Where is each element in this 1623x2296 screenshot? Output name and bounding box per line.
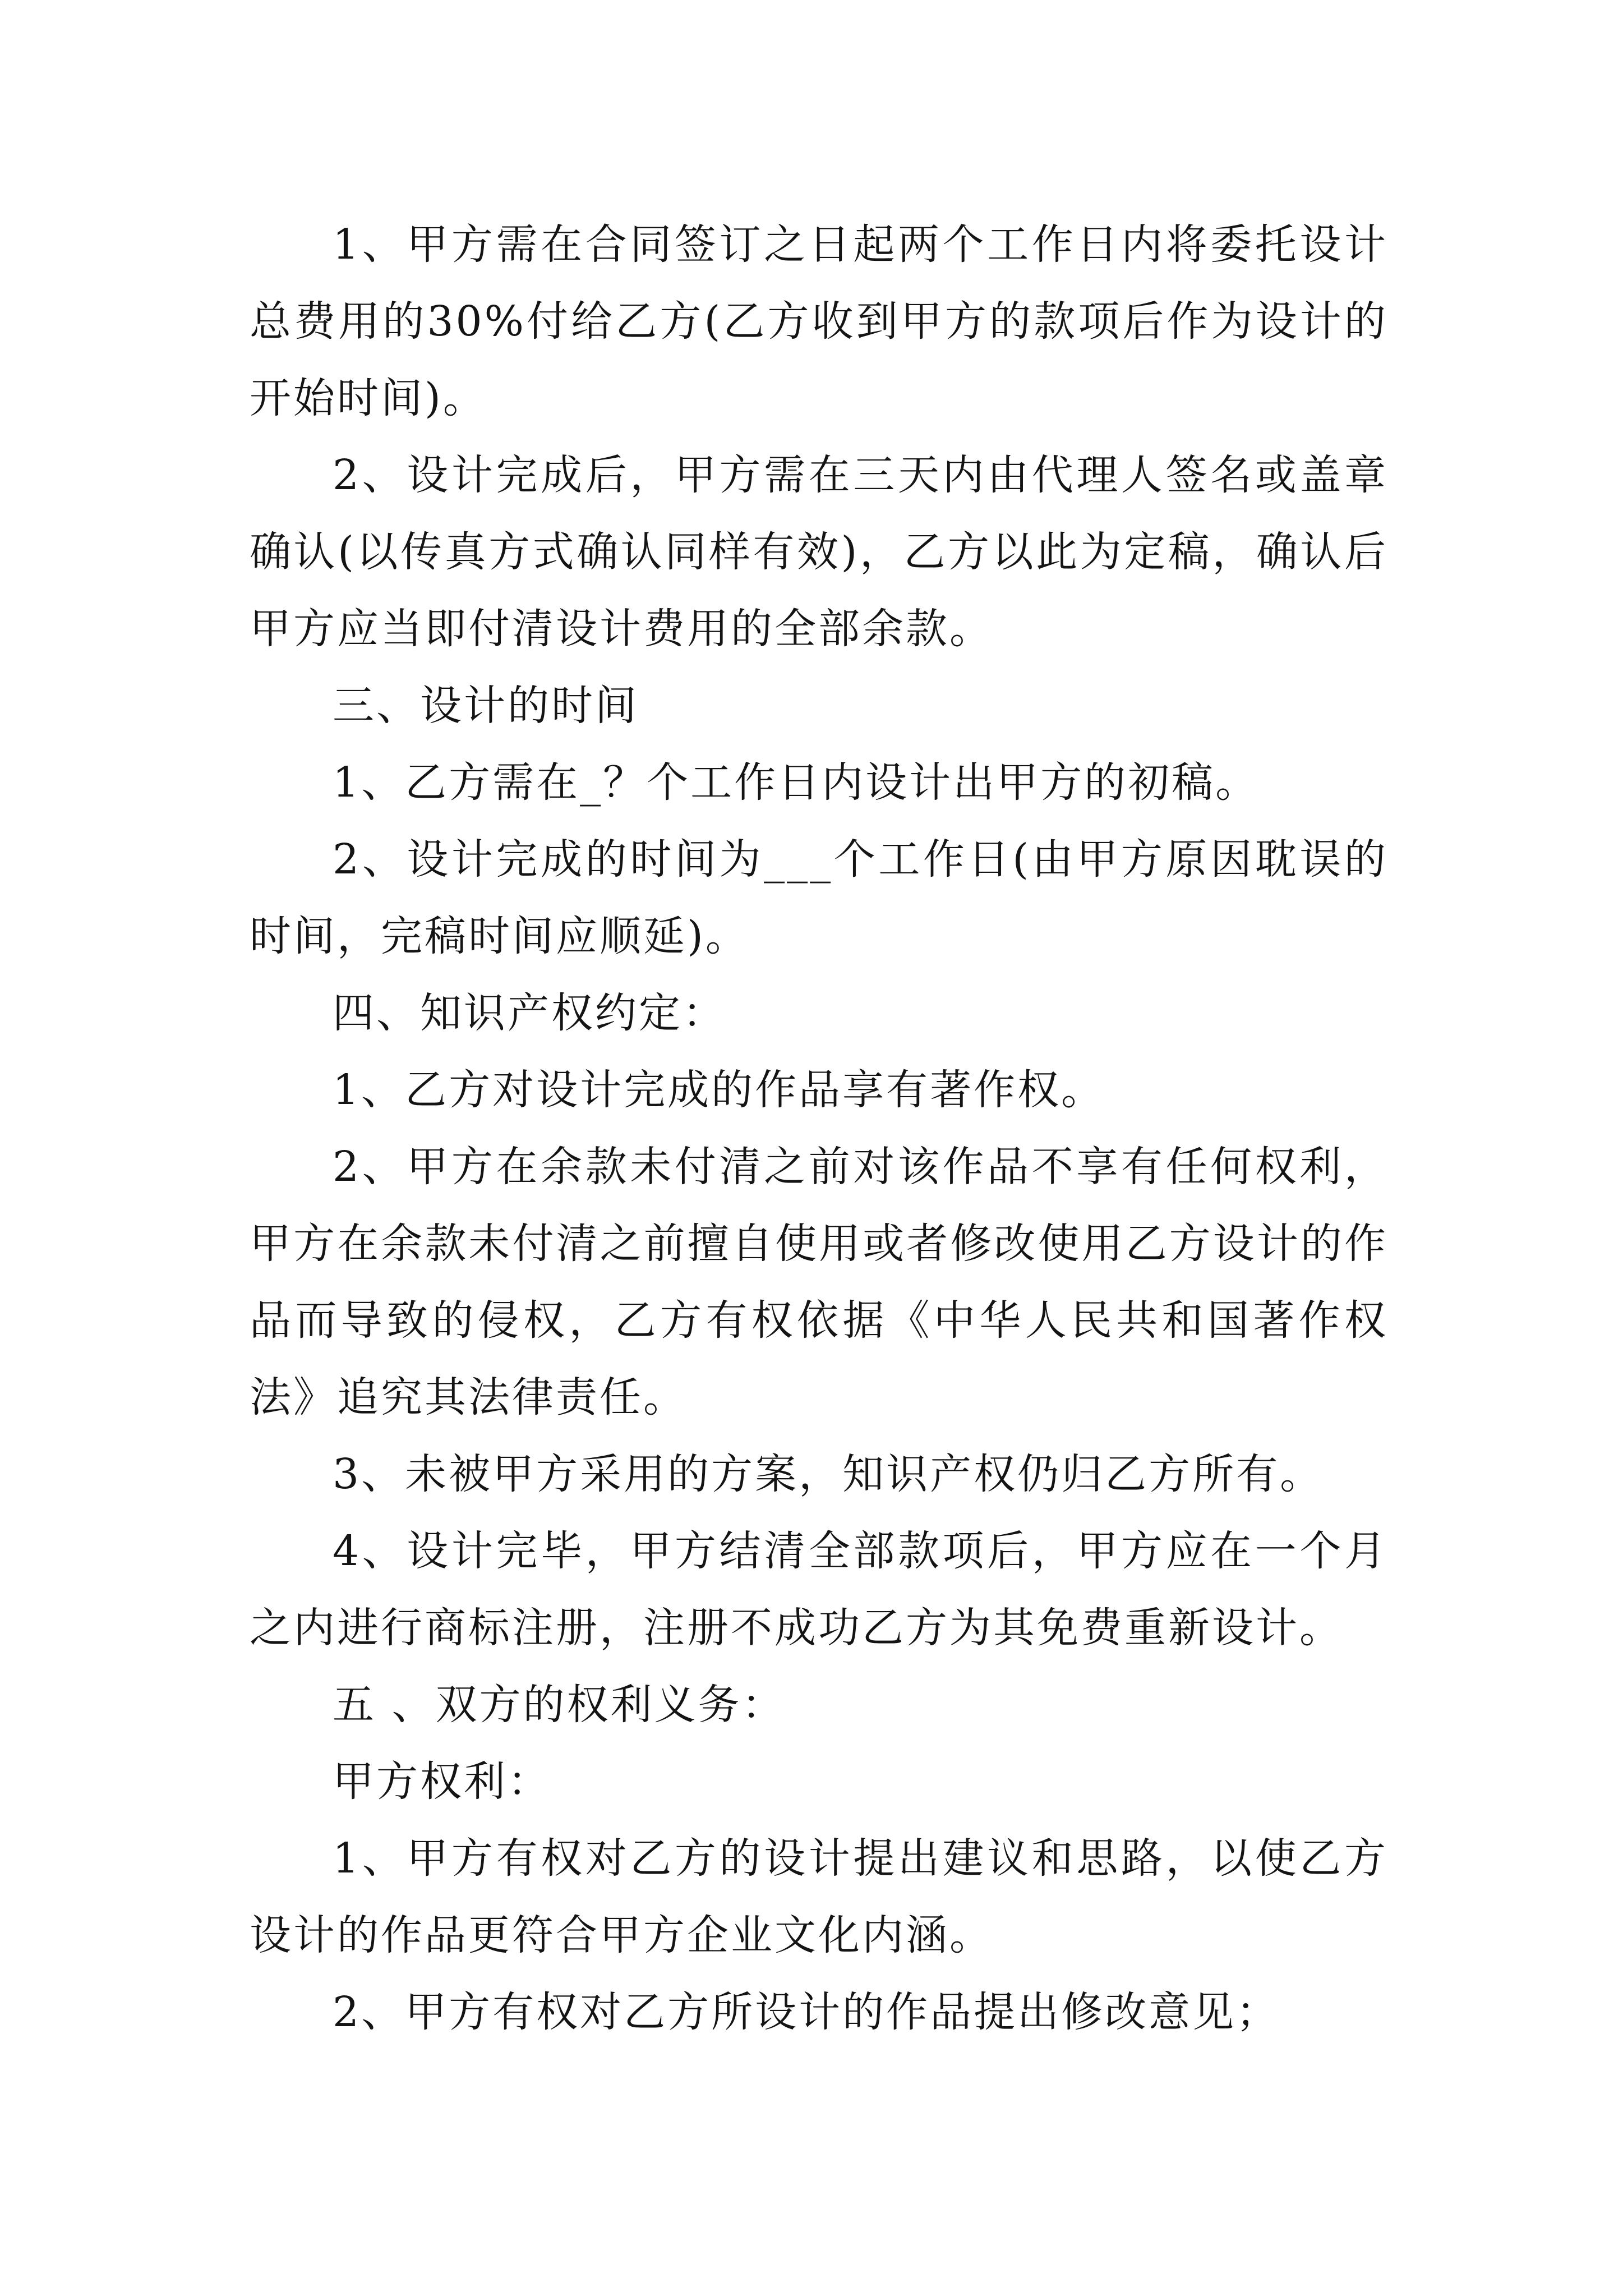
clause-time-1: 1、乙方需在_？个工作日内设计出甲方的初稿。 <box>333 758 1260 807</box>
clause-ip-2: 2、甲方在余款未付清之前对该作品不享有任何权利，甲方在余款未付清之前擅自使用或者修改使用乙方设计的作品而导致的侵权，乙方有权依据《中华人民共和国著作权法》追究其法律责任。 <box>250 1143 1388 1421</box>
clause-party-a-right-2: 2、甲方有权对乙方所设计的作品提出修改意见； <box>333 1988 1280 2036</box>
clause-ip-1: 1、乙方对设计完成的作品享有著作权。 <box>333 1066 1105 1114</box>
section-heading-rights-obligations: 五 、双方的权利义务： <box>333 1681 786 1729</box>
section-heading-ip: 四、知识产权约定： <box>333 989 726 1037</box>
clause-ip-4: 4、设计完毕，甲方结清全部款项后，甲方应在一个月之内进行商标注册，注册不成功乙方为其免费重新设计。 <box>250 1527 1388 1652</box>
clause-payment-2: 2、设计完成后，甲方需在三天内由代理人签名或盖章确认(以传真方式确认同样有效)，乙方以此为定稿，确认后甲方应当即付清设计费用的全部余款。 <box>250 451 1388 653</box>
clause-ip-3: 3、未被甲方采用的方案，知识产权仍归乙方所有。 <box>333 1450 1324 1498</box>
section-heading-design-time: 三、设计的时间 <box>333 682 639 730</box>
clause-party-a-right-1: 1、甲方有权对乙方的设计提出建议和思路，以使乙方设计的作品更符合甲方企业文化内涵。 <box>250 1834 1388 1959</box>
document-body <box>250 206 1388 2051</box>
clause-time-2: 2、设计完成的时间为___个工作日(由甲方原因耽误的时间，完稿时间应顺延)。 <box>250 835 1388 960</box>
clause-payment-1: 1、甲方需在合同签订之日起两个工作日内将委托设计总费用的30%付给乙方(乙方收到甲方的款项后作为设计的开始时间)。 <box>250 220 1388 422</box>
subheading-party-a-rights: 甲方权利： <box>333 1757 551 1806</box>
